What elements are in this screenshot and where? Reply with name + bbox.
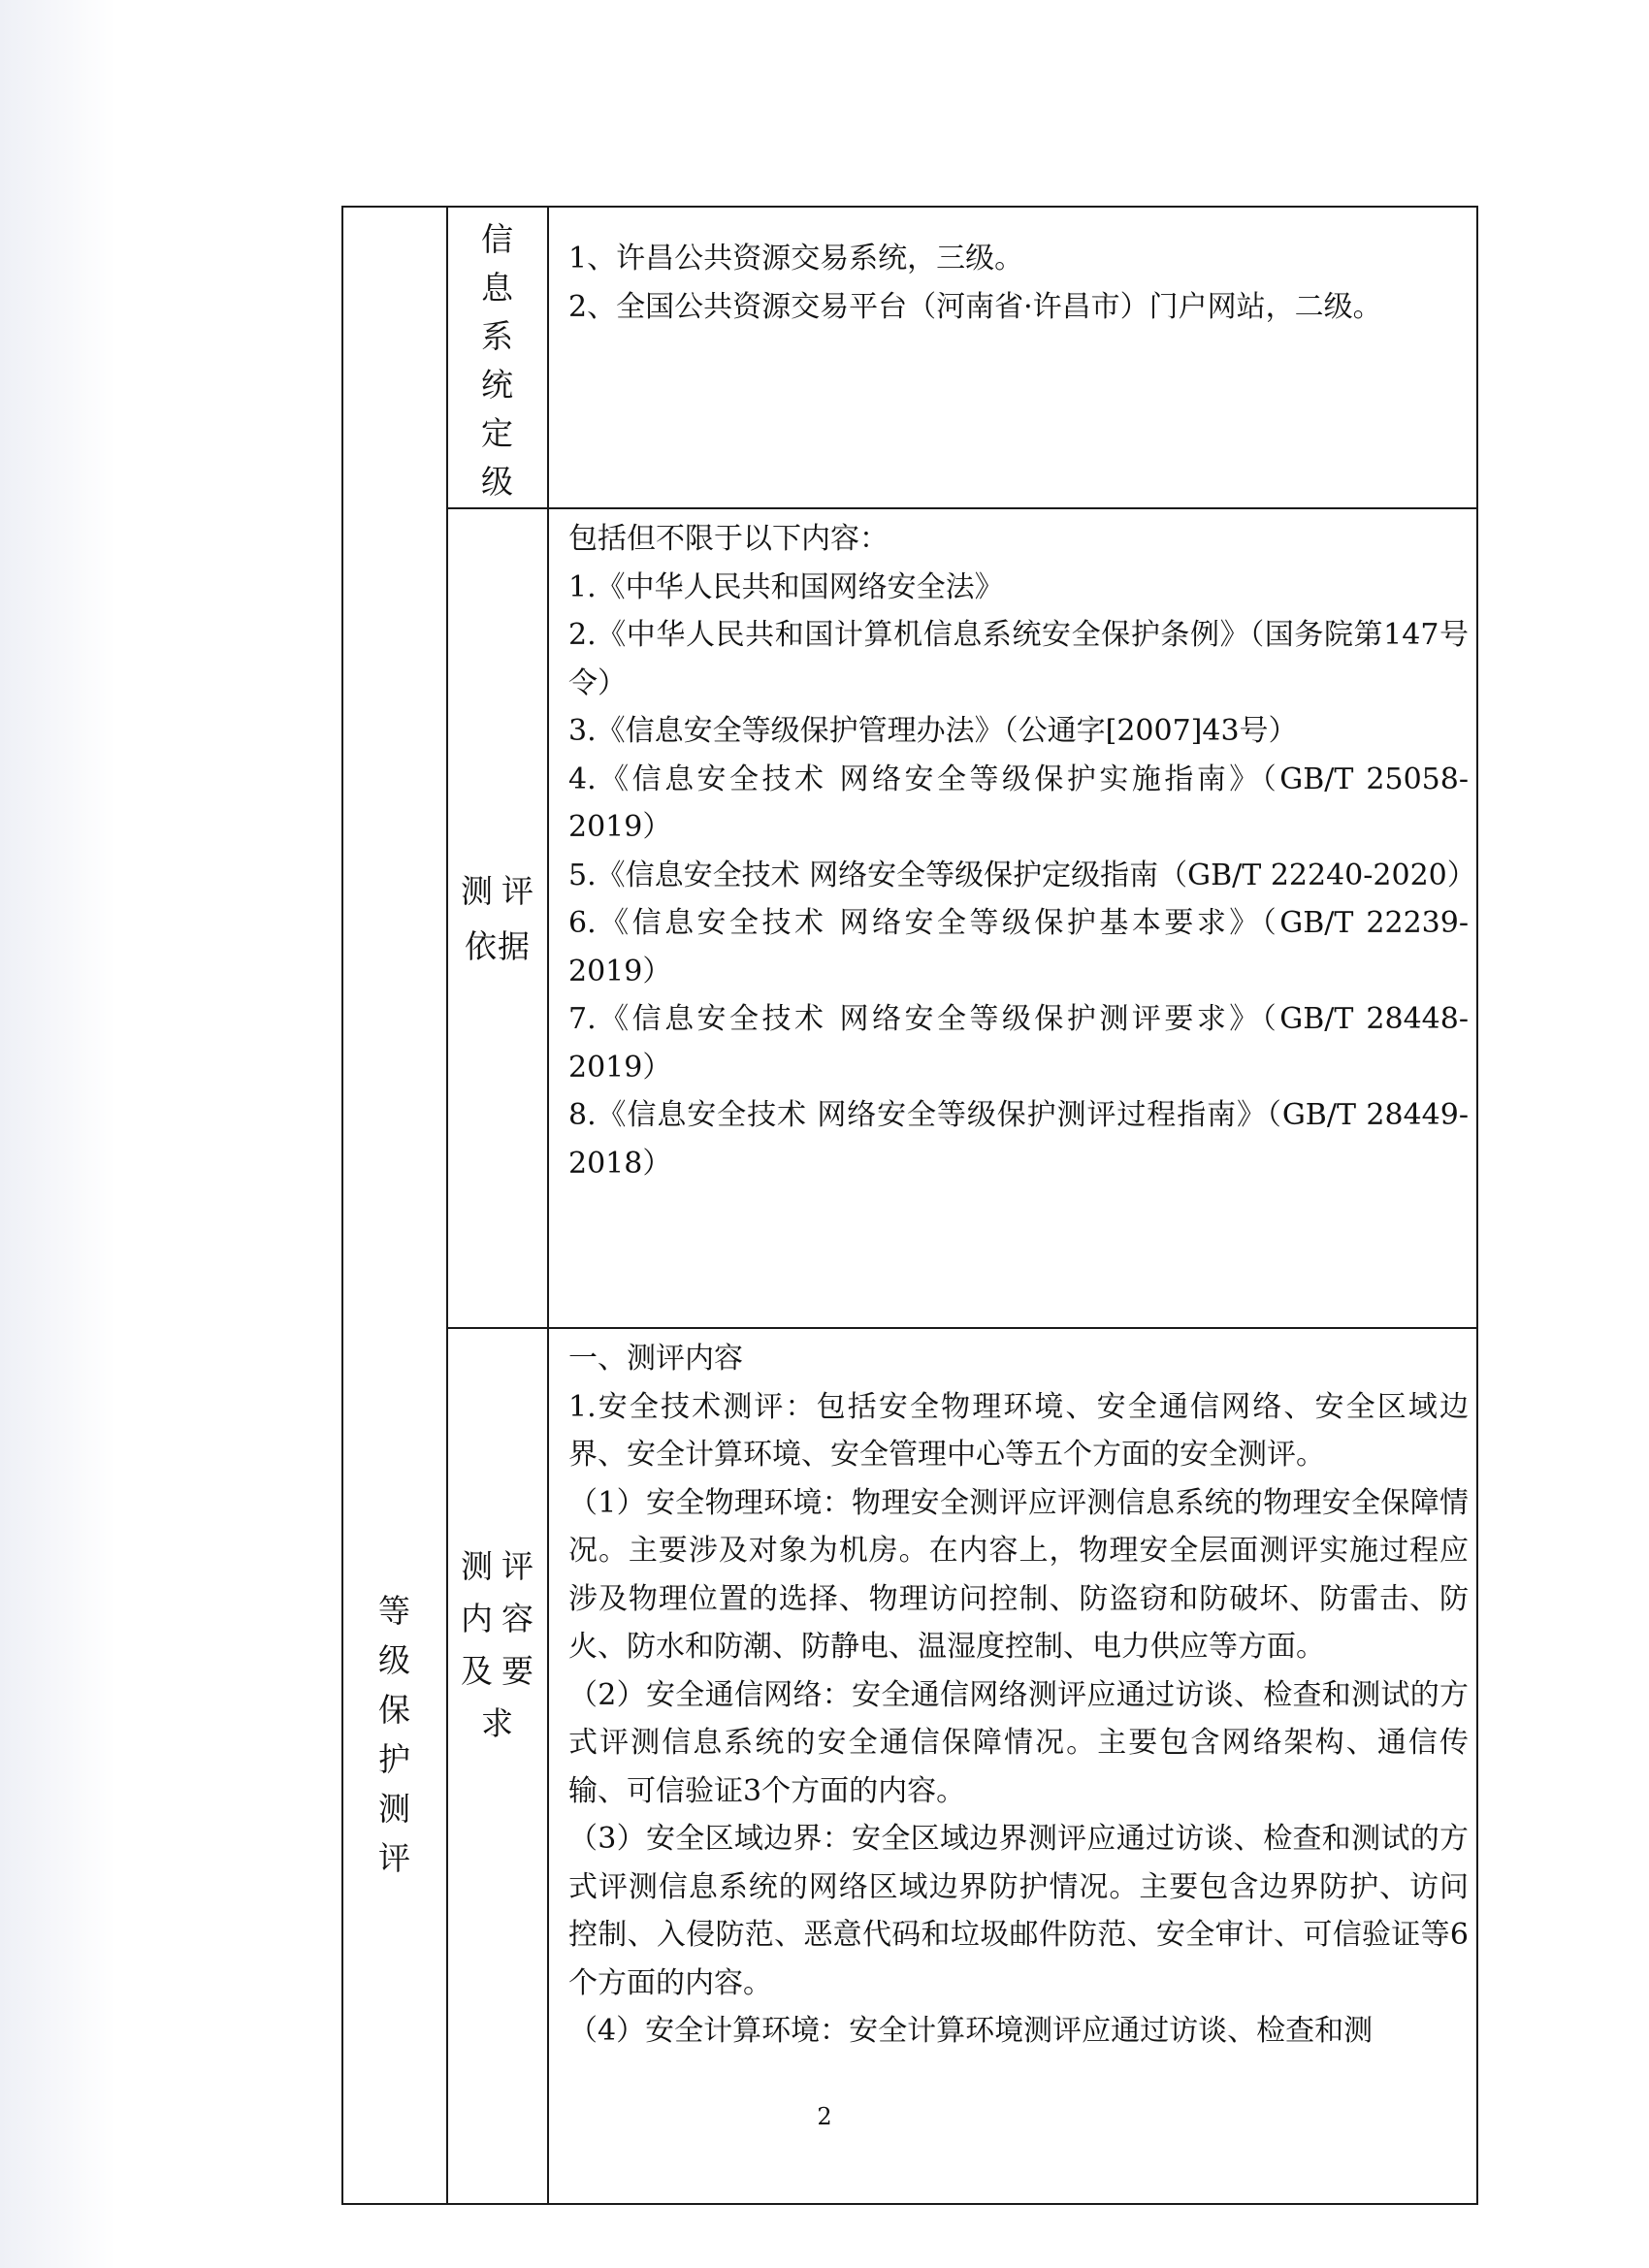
page-number: 2: [817, 2103, 832, 2130]
content-cell: 包括但不限于以下内容： 1.《中华人民共和国网络安全法》 2.《中华人民共和国计算机信息系统安全保护条例》（国务院第147号令） 3.《信息安全等级保护管理办法》（公通字[2007]43号） 4.《信息安全技术 网络安全等级保护实施指南》（GB/T 25058-2019） 5.《信息安全技术 网络安全等级保护定级指南（GB/T 22240-2020） 6.《信息安全技术 网络安全等级保护基本要求》（GB/T 22239-2019） 7.《信息安全技术 网络安全等级保护测评要求》（GB/T 28448-2019） 8.《信息安全技术 网络安全等级保护测评过程指南》（GB/T 28449-2018）: [548, 508, 1477, 1328]
subcategory-label: 信 息: [481, 220, 514, 307]
content-cell: 一、测评内容 1.安全技术测评：包括安全物理环境、安全通信网络、安全区域边界、安全计算环境、安全管理中心等五个方面的安全测评。 （1）安全物理环境：物理安全测评应评测信息系统的物理安全保障情况。主要涉及对象为机房。在内容上，物理安全层面测评实施过程应涉及物理位置的选择、物理访问控制、防盗窃和防破坏、防雷击、防火、防水和防潮、防静电、温湿度控制、电力供应等方面。 （2）安全通信网络：安全通信网络测评应通过访谈、检查和测试的方式评测信息系统的安全通信保障情况。主要包含网络架构、通信传输、可信验证3个方面的内容。 （3）安全区域边界：安全区域边界测评应通过访谈、检查和测试的方式评测信息系统的网络区域边界防护情况。主要包含边界防护、访问控制、入侵防范、恶意代码和垃圾邮件防范、安全审计、可信验证等6个方面的内容。 （4）安全计算环境：安全计算环境测评应通过访谈、检查和测: [548, 1328, 1477, 2204]
category-label: 等 级 保 护 测 评: [378, 1592, 411, 1877]
subcategory-cell: [447, 508, 548, 1328]
subcategory-label: 测 评 内 容 及 要 求: [449, 1540, 546, 1750]
subcategory-label-cont: 系 统: [481, 317, 514, 404]
label-line: 及 要: [461, 1652, 534, 1690]
table-row: [342, 508, 1477, 1328]
label-line: 依 据: [465, 926, 531, 965]
category-cell: [342, 207, 447, 2204]
subcategory-label: [449, 863, 546, 974]
label-line: 测 评: [461, 1547, 534, 1585]
scan-shadow: [0, 0, 116, 2268]
label-line: 测 评: [461, 871, 534, 910]
subcategory-cell: [447, 1328, 548, 2204]
table-row: [342, 207, 1477, 508]
label-line: 内 容: [461, 1600, 534, 1637]
requirements-table: [341, 206, 1478, 2205]
content-cell: 1、许昌公共资源交易系统，三级。 2、全国公共资源交易平台（河南省·许昌市）门户网站，二级。: [548, 207, 1477, 508]
subcategory-cell: [447, 207, 548, 508]
subcategory-label-cont2: 定 级: [481, 414, 514, 501]
table-row: [342, 1328, 1477, 2204]
